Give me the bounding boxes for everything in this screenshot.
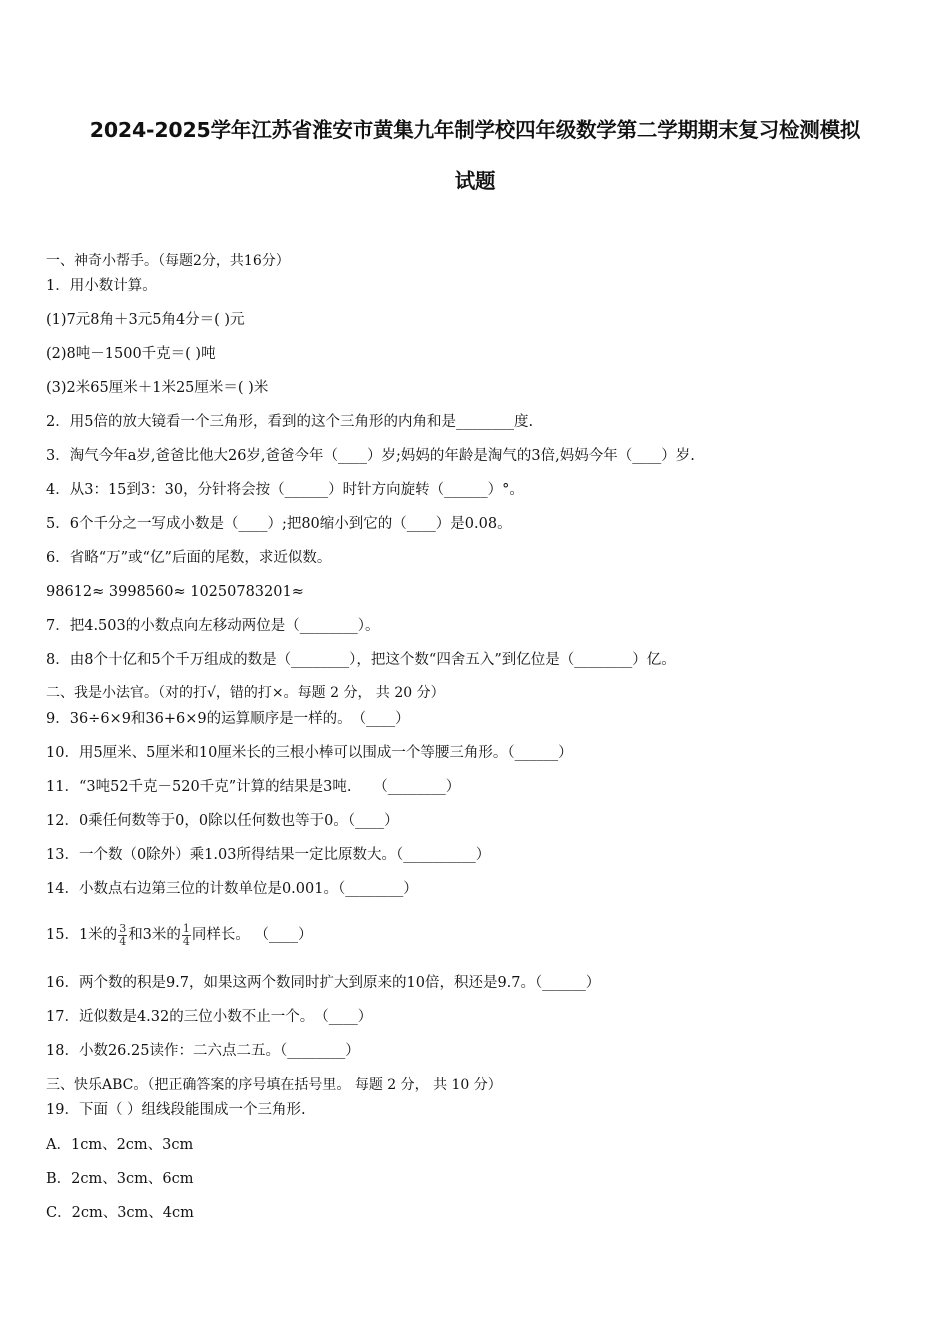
question-5: 5．6个千分之一写成小数是（____）;把80缩小到它的（____）是0.08。 <box>46 516 512 532</box>
question-14: 14．小数点右边第三位的计数单位是0.001。（________） <box>46 881 418 897</box>
question-4: 4．从3：15到3：30，分针将会按（______）时针方向旋转（______）°。 <box>46 482 524 498</box>
question-6a: 98612≈ 3998560≈ 10250783201≈ <box>46 584 304 600</box>
option-c: C．2cm、3cm、4cm <box>46 1205 194 1221</box>
question-12: 12．0乘任何数等于0，0除以任何数也等于0。（____） <box>46 813 399 829</box>
question-1c: (3)2米65厘米＋1米25厘米＝( )米 <box>46 380 269 396</box>
page-title-line2: 试题 <box>454 169 496 193</box>
section-2-heading: 二、我是小法官。（对的打√，错的打×。每题 2 分， 共 20 分） <box>46 685 445 701</box>
question-3: 3．淘气今年a岁,爸爸比他大26岁,爸爸今年（____）岁;妈妈的年龄是淘气的3倍,妈妈今年（____）岁. <box>46 448 695 464</box>
page-title-line1: 2024-2025学年江苏省淮安市黄集九年制学校四年级数学第二学期期末复习检测模拟 <box>89 118 861 142</box>
option-a: A．1cm、2cm、3cm <box>46 1137 194 1153</box>
question-11: 11．“3吨52千克－520千克”计算的结果是3吨. （________） <box>46 779 461 795</box>
section-3-heading: 三、快乐ABC。（把正确答案的序号填在括号里。 每题 2 分， 共 10 分） <box>46 1077 502 1093</box>
question-18: 18．小数26.25读作：二六点二五。（________） <box>46 1043 360 1059</box>
option-b: B．2cm、3cm、6cm <box>46 1171 194 1187</box>
question-1b: (2)8吨－1500千克＝( )吨 <box>46 346 216 362</box>
question-15 <box>46 912 313 958</box>
question-8: 8．由8个十亿和5个千万组成的数是（________），把这个数“四舍五入”到亿位是（________）亿。 <box>46 652 676 668</box>
section-1-heading: 一、神奇小帮手。（每题2分，共16分） <box>46 253 290 269</box>
question-9: 9．36÷6×9和36+6×9的运算顺序是一样的。 （____） <box>46 711 410 727</box>
question-1: 1．用小数计算。 <box>46 278 157 294</box>
question-17: 17．近似数是4.32的三位小数不止一个。 （____） <box>46 1009 373 1025</box>
question-2: 2．用5倍的放大镜看一个三角形，看到的这个三角形的内角和是________度. <box>46 414 534 430</box>
question-15-prefix: 15．1米的 <box>46 927 118 943</box>
question-15-suffix: 同样长。 （____） <box>191 927 313 943</box>
question-15-middle: 和3米的 <box>128 927 181 943</box>
question-13: 13．一个数（0除外）乘1.03所得结果一定比原数大。（__________） <box>46 847 491 863</box>
question-10: 10．用5厘米、5厘米和10厘米长的三根小棒可以围成一个等腰三角形。（______） <box>46 745 573 761</box>
fraction-three-quarters: $\frac{3}{4}$ <box>119 921 127 948</box>
question-7: 7．把4.503的小数点向左移动两位是（________）。 <box>46 618 380 634</box>
question-19: 19．下面（ ）组线段能围成一个三角形. <box>46 1102 306 1118</box>
question-16: 16．两个数的积是9.7，如果这两个数同时扩大到原来的10倍，积还是9.7。（______） <box>46 975 601 991</box>
fraction-one-quarter: $\frac{1}{4}$ <box>182 921 190 948</box>
question-1a: (1)7元8角＋3元5角4分＝( )元 <box>46 312 245 328</box>
question-6: 6．省略“万”或“亿”后面的尾数，求近似数。 <box>46 550 332 566</box>
